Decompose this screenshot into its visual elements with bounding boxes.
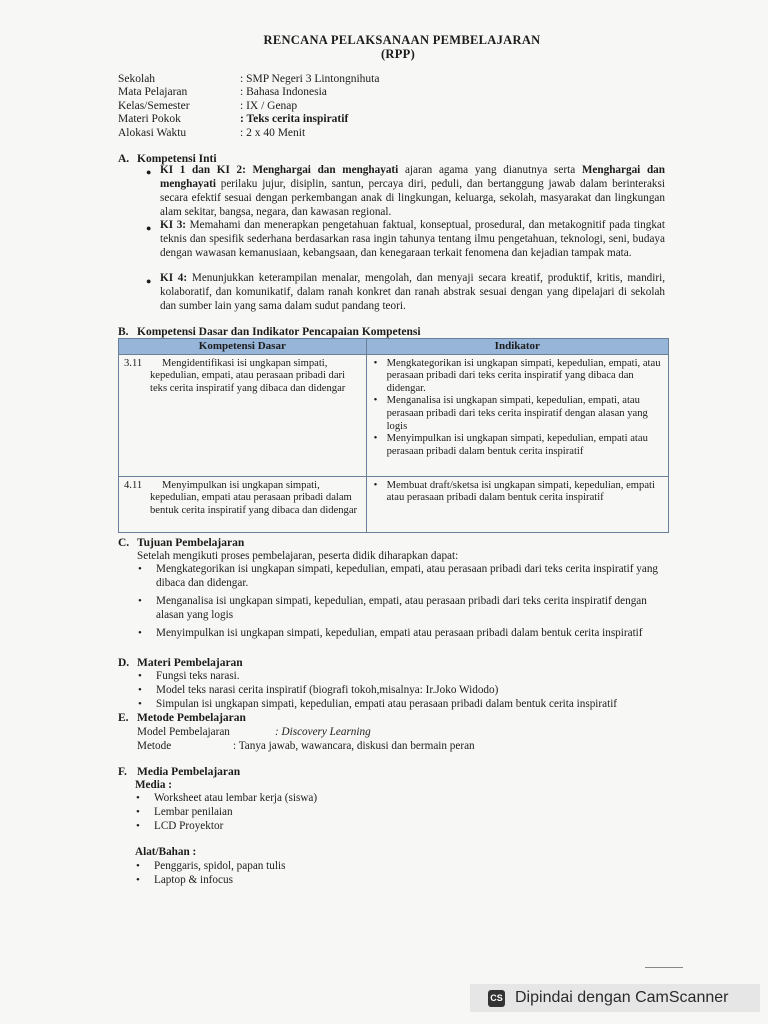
ki-text: Menunjukkan keterampilan menalar, mengolah, dan menyaji secara kreatif, produktif, kritis, mandiri, kolaboratif, dan komunikatif, dalam ranah konkret dan ranah abstrak sesuai dengan yang dipelajari di sekolah dan sumber lain yang sama dalam sudut pandang teori.	[160, 272, 666, 312]
ki-text: perilaku jujur, disiplin, santun, percaya diri, peduli, dan bertanggung jawab dalam berinteraksi secara efektif sesuai dengan perkembangan anak di lingkungan, keluarga, sekolah, masyarakat dan lingkungan alam sekitar, bangsa, negara, dan kawasan regional.	[160, 177, 665, 218]
camscanner-logo-icon: CS	[488, 990, 505, 1007]
ki-emphasis: Menghargai dan menghayati	[160, 164, 665, 190]
list-item: • Menganalisa isi ungkapan simpati, kepedulian, empati, atau perasaan pribadi dari teks cerita inspiratif dengan alasan yang logis	[137, 595, 665, 622]
identity-block	[118, 73, 379, 140]
section-title: Tujuan Pembelajaran	[137, 537, 245, 549]
kd-code: 3.11	[124, 357, 143, 369]
list-item: • Laptop & infocus	[135, 874, 535, 888]
identity-key: Mata Pelajaran	[118, 86, 188, 99]
table-row	[119, 354, 669, 476]
section-title: Kompetensi Dasar dan Indikator Pencapaian Kompetensi	[137, 326, 421, 338]
indicator-item: • Menyimpulkan isi ungkapan simpati, kepedulian, empati atau perasaan pribadi dalam bentuk cerita inspiratif	[372, 433, 663, 458]
identity-row	[118, 73, 379, 86]
list-item: • Mengkategorikan isi ungkapan simpati, kepedulian, empati, atau perasaan pribadi dari teks cerita inspiratif yang dibaca dan didengar.	[137, 563, 665, 590]
identity-key: Materi Pokok	[118, 113, 181, 126]
section-c-intro: Setelah mengikuti proses pembelajaran, peserta didik diharapkan dapat:	[137, 550, 459, 562]
section-title: Kompetensi Inti	[137, 153, 217, 165]
identity-key: Sekolah	[118, 73, 156, 85]
section-letter: A.	[118, 153, 130, 165]
camscanner-watermark	[470, 984, 760, 1012]
indicator-cell	[366, 476, 668, 532]
table-row	[119, 476, 669, 532]
list-item: • Menyimpulkan isi ungkapan simpati, kepedulian, empati atau perasaan pribadi dalam bentuk cerita inspiratif	[137, 627, 665, 641]
metode-value: : Tanya jawab, wawancara, diskusi dan bermain peran	[233, 740, 475, 752]
identity-value: : IX / Genap	[240, 99, 298, 112]
ki-4-item	[160, 272, 665, 314]
section-c-heading	[118, 537, 244, 549]
document-title: RENCANA PELAKSANAAN PEMBELAJARAN	[263, 33, 541, 47]
ki-1-2-item	[160, 164, 665, 220]
alat-label: Alat/Bahan :	[135, 846, 197, 858]
table-header: Kompetensi Dasar	[119, 339, 367, 355]
list-item: • Simpulan isi ungkapan simpati, kepedulian, empati atau perasaan pribadi dalam bentuk cerita inspiratif	[137, 698, 677, 712]
footer-rule	[645, 967, 683, 968]
ki-label: KI 1 dan KI 2:	[160, 164, 246, 176]
kd-text: Mengidentifikasi isi ungkapan simpati, kepedulian, empati, atau perasaan pribadi dari teks cerita inspiratif yang dibaca dan didengar	[150, 357, 346, 394]
watermark-text: Dipindai dengan CamScanner	[515, 989, 729, 1006]
table-header-row	[119, 339, 669, 355]
identity-value: : SMP Negeri 3 Lintongnihuta	[240, 73, 380, 85]
indicator-cell	[366, 354, 668, 476]
list-item: • Lembar penilaian	[135, 806, 535, 820]
section-letter: F.	[118, 766, 127, 778]
indicator-item: • Mengkategorikan isi ungkapan simpati, kepedulian, empati, atau perasaan pribadi dari teks cerita inspiratif yang dibaca dan didengar.	[372, 358, 663, 396]
identity-key: Alokasi Waktu	[118, 126, 187, 139]
section-b-heading	[118, 326, 421, 338]
identity-row	[118, 100, 379, 113]
section-f-heading	[118, 766, 240, 778]
ki-text: ajaran agama yang dianutnya serta	[404, 164, 576, 176]
media-list	[135, 792, 535, 834]
section-letter: D.	[118, 657, 130, 669]
list-item: • LCD Proyektor	[135, 820, 535, 834]
section-e-heading	[118, 712, 246, 724]
media-label: Media :	[135, 779, 172, 791]
tujuan-list	[137, 563, 665, 641]
bullet-icon: ●	[146, 276, 152, 286]
table-header: Indikator	[366, 339, 668, 355]
ki-label: KI 3:	[160, 219, 187, 231]
section-title: Metode Pembelajaran	[137, 712, 246, 724]
identity-value: : Bahasa Indonesia	[240, 86, 327, 99]
metode-key: Metode	[137, 740, 172, 752]
metode-key: Model Pembelajaran	[137, 726, 230, 738]
ki-label: KI 4:	[160, 272, 188, 284]
kd-cell	[119, 354, 367, 476]
identity-key: Kelas/Semester	[118, 99, 190, 112]
document-subtitle: (RPP)	[380, 47, 416, 61]
identity-row	[118, 86, 379, 99]
ki-emphasis: Menghargai dan menghayati	[252, 164, 399, 176]
section-title: Media Pembelajaran	[137, 766, 241, 778]
kd-indicator-table	[118, 338, 669, 533]
section-letter: E.	[118, 712, 129, 724]
bullet-icon: ●	[146, 223, 152, 233]
kd-code: 4.11	[124, 479, 143, 491]
identity-row	[118, 113, 379, 126]
materi-list	[137, 670, 677, 712]
ki-3-item	[160, 219, 665, 261]
identity-value: : Teks cerita inspiratif	[240, 113, 349, 126]
kd-text: Menyimpulkan isi ungkapan simpati, kepedulian, empati atau perasaan pribadi dalam bentuk cerita inspiratif yang dibaca dan didengar	[150, 479, 358, 516]
identity-row	[118, 127, 379, 140]
section-d-heading	[118, 657, 243, 669]
identity-value: : 2 x 40 Menit	[240, 126, 306, 139]
section-title: Materi Pembelajaran	[137, 657, 243, 669]
alat-list	[135, 860, 535, 888]
list-item: • Model teks narasi cerita inspiratif (biografi tokoh,misalnya: Ir.Joko Widodo)	[137, 684, 677, 698]
section-letter: B.	[118, 326, 129, 338]
list-item: • Penggaris, spidol, papan tulis	[135, 860, 535, 874]
ki-text: Memahami dan menerapkan pengetahuan faktual, konseptual, prosedural, dan metakognitif pada tingkat teknis dan spesifik sederhana berdasarkan rasa ingin tahunya tentang ilmu pengetahuan, teknologi, seni, budaya dengan wawasan kemanusiaan, kebangsaan, dan kenegaraan terkait fenomena dan kejadian tampak mata.	[160, 219, 666, 259]
bullet-icon: ●	[146, 167, 152, 177]
kd-cell	[119, 476, 367, 532]
list-item: • Worksheet atau lembar kerja (siswa)	[135, 792, 535, 806]
list-item: • Fungsi teks narasi.	[137, 670, 677, 684]
indicator-item: • Membuat draft/sketsa isi ungkapan simpati, kepedulian, empati atau perasaan pribadi dalam bentuk cerita inspiratif	[372, 480, 663, 505]
metode-block	[137, 725, 475, 753]
metode-value: : Discovery Learning	[275, 726, 371, 738]
indicator-item: • Menganalisa isi ungkapan simpati, kepedulian, empati, atau perasaan pribadi dari teks cerita inspiratif dengan alasan yang logis	[372, 395, 663, 433]
section-letter: C.	[118, 537, 130, 549]
